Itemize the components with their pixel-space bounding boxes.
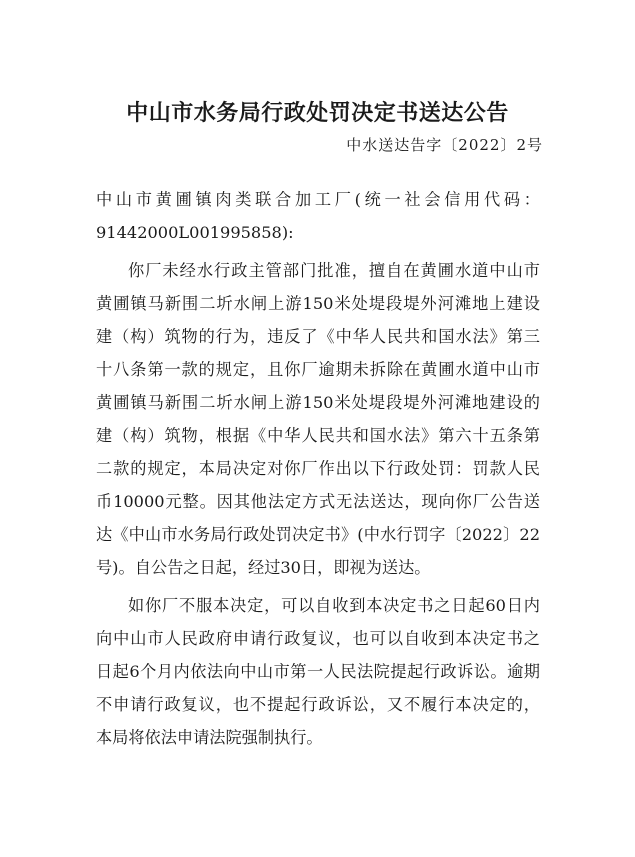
paragraph-line: 号)。自公告之日起，经过30日，即视为送达。 xyxy=(96,558,431,577)
paragraph-line: 日起6个月内依法向中山市第一人民法院提起行政诉讼。逾期 xyxy=(96,662,540,681)
page-title: 中山市水务局行政处罚决定书送达公告 xyxy=(126,101,509,126)
addressee-line: 91442000L001995858): xyxy=(96,223,294,242)
paragraph-line: 如你厂不服本决定，可以自收到本决定书之日起60日内 xyxy=(128,596,540,615)
paragraph-line: 十八条第一款的规定，且你厂逾期未拆除在黄圃水道中山市 xyxy=(96,360,540,379)
paragraph-line: 黄圃镇马新围二圻水闸上游150米处堤段堤外河滩地建设的 xyxy=(96,393,540,412)
paragraph-line: 币10000元整。因其他法定方式无法送达，现向你厂公告送 xyxy=(96,492,540,511)
paragraph-line: 向中山市人民政府申请行政复议，也可以自收到本决定书之 xyxy=(96,629,540,648)
paragraph-line: 达《中山市水务局行政处罚决定书》(中水行罚字〔2022〕22 xyxy=(96,525,540,544)
paragraph-line: 黄圃镇马新围二圻水闸上游150米处堤段堤外河滩地上建设 xyxy=(96,294,540,313)
document-number: 中水送达告字〔2022〕2号 xyxy=(346,136,543,154)
addressee-line: 中山市黄圃镇肉类联合加工厂(统一社会信用代码： xyxy=(96,190,540,209)
paragraph-line: 二款的规定，本局决定对你厂作出以下行政处罚：罚款人民 xyxy=(96,459,540,478)
paragraph-line: 建（构）筑物，根据《中华人民共和国水法》第六十五条第 xyxy=(96,426,540,445)
paragraph-line: 本局将依法申请法院强制执行。 xyxy=(96,728,323,747)
paragraph-line: 不申请行政复议，也不提起行政诉讼，又不履行本决定的， xyxy=(96,695,540,714)
paragraph-line: 你厂未经水行政主管部门批准，擅自在黄圃水道中山市 xyxy=(128,261,540,280)
paragraph-line: 建（构）筑物的行为，违反了《中华人民共和国水法》第三 xyxy=(96,327,540,346)
